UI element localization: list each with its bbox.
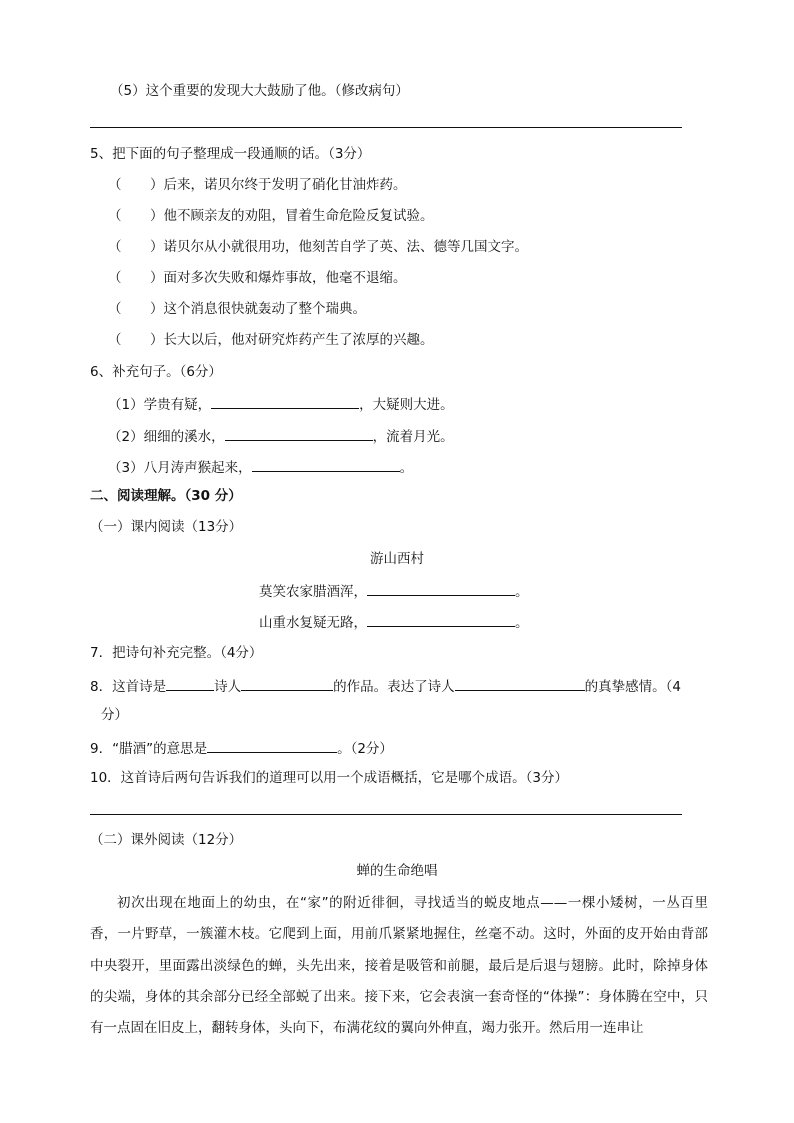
- q8-continued: 分）: [101, 707, 128, 723]
- q5-item: （ ）诺贝尔从小就很用功，他刻苦自学了英、法、德等几国文字。: [108, 239, 528, 255]
- fill-blank[interactable]: [455, 675, 585, 691]
- q5-item: （ ）这个消息很快就轰动了整个瑞典。: [108, 301, 366, 317]
- fill-blank[interactable]: [367, 580, 515, 596]
- fill-blank[interactable]: [207, 737, 337, 753]
- poem-line-2: 山重水复疑无路， 。: [259, 611, 529, 633]
- poem-title: 游山西村: [370, 551, 424, 567]
- fill-blank[interactable]: [225, 425, 373, 441]
- poem-line-1: 莫笑农家腊酒浑， 。: [259, 580, 529, 602]
- q5-item: （ ）他不顾亲友的劝阻，冒着生命危险反复试验。: [108, 208, 434, 224]
- part-1-title: （一）课内阅读（13分）: [90, 519, 243, 535]
- q5-title: 5、把下面的句子整理成一段通顺的话。（3分）: [90, 146, 371, 162]
- answer-line: [90, 127, 682, 128]
- article-paragraph: 初次出现在地面上的幼虫，在“家”的附近徘徊，寻找适当的蜕皮地点——一棵小矮树，一丛百里香，一片野草，一簇灌木枝。它爬到上面，用前爪紧紧地握住，丝毫不动。这时，外面的皮开始由背部中央裂开，里面露出淡绿色的蝉，头先出来，接着是吸管和前腿，最后是后退与翅膀。此时，除掉身体的尖端，身体的其余部分已经全部蜕了出来。接下来，它会表演一套奇怪的“体操”：身体腾在空中，只有一点固在旧皮上，翻转身体，头向下，布满花纹的翼向外伸直，竭力张开。然后用一连串让: [90, 895, 708, 1037]
- q9: 9．“腊酒”的意思是 。（2分）: [90, 737, 393, 759]
- part-2-title: （二）课外阅读（12分）: [90, 832, 243, 848]
- answer-line: [90, 814, 682, 815]
- q5-item: （ ）长大以后，他对研究炸药产生了浓厚的兴趣。: [108, 332, 434, 348]
- article-title: 蝉的生命绝唱: [356, 863, 438, 879]
- q10: 10．这首诗后两句告诉我们的道理可以用一个成语概括，它是哪个成语。（3分）: [90, 770, 569, 786]
- fill-blank[interactable]: [367, 611, 515, 627]
- q6-sentence-1: （1）学贵有疑， ，大疑则大进。: [108, 393, 454, 415]
- fill-blank[interactable]: [211, 393, 359, 409]
- q8: 8．这首诗是 诗人 的作品。表达了诗人 的真挚感情。（4: [90, 675, 681, 697]
- fill-blank[interactable]: [241, 675, 333, 691]
- q6-title: 6、补充句子。（6分）: [90, 364, 222, 380]
- q4-item-5: （5）这个重要的发现大大鼓励了他。（修改病句）: [110, 83, 409, 99]
- q6-sentence-2: （2）细细的溪水， ，流着月光。: [108, 425, 454, 447]
- q7: 7．把诗句补充完整。（4分）: [90, 645, 263, 661]
- fill-blank[interactable]: [252, 456, 400, 472]
- q5-item: （ ）后来，诺贝尔终于发明了硝化甘油炸药。: [108, 177, 407, 193]
- q6-sentence-3: （3）八月涛声猴起来， 。: [108, 456, 413, 478]
- fill-blank[interactable]: [166, 675, 214, 691]
- q5-item: （ ）面对多次失败和爆炸事故，他毫不退缩。: [108, 270, 407, 286]
- section-2-title: 二、阅读理解。（30 分）: [90, 488, 242, 504]
